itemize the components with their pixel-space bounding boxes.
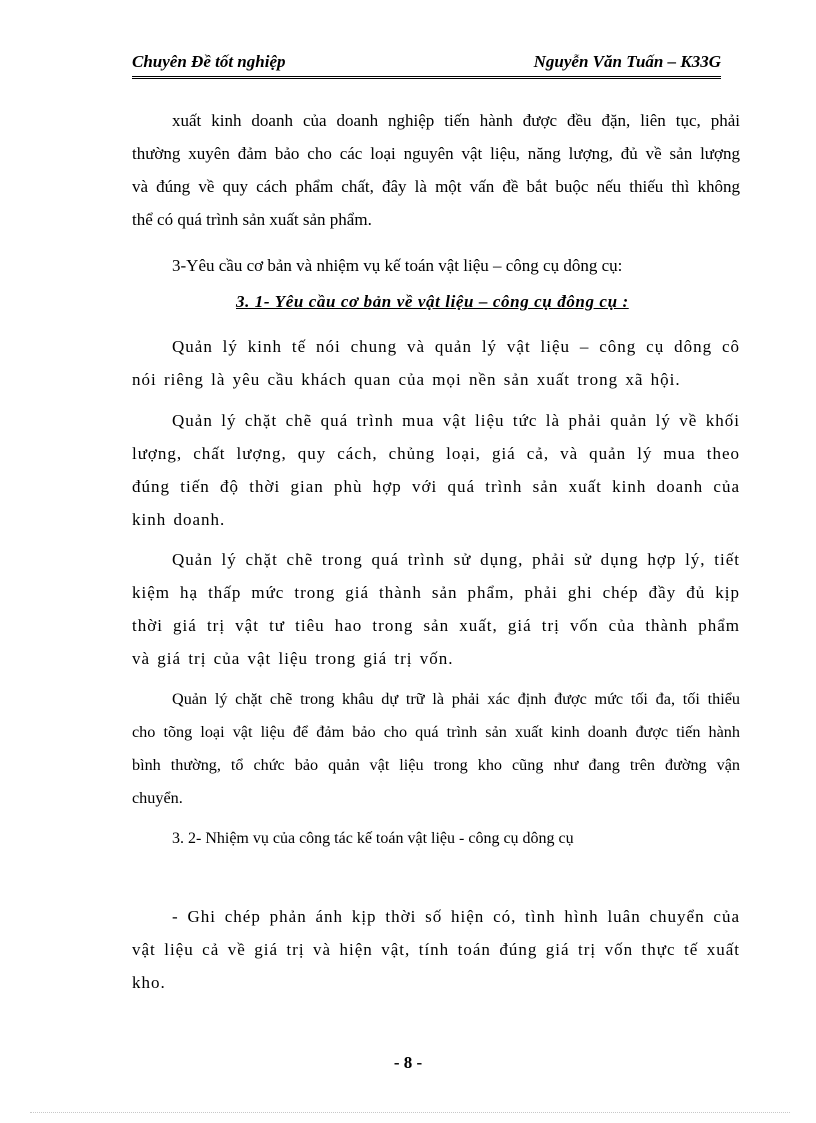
paragraph-4-line-4: chuyển.: [132, 789, 183, 807]
paragraph-4-line-2: cho tõng loại vật liệu để đảm bảo cho quá trình sản xuất kinh doanh được tiến hành: [132, 723, 740, 741]
paragraph-3-line-4: và giá trị của vật liệu trong giá trị vốn.: [132, 649, 454, 668]
intro-line-3: và đúng về quy cách phẩm chất, đây là một vấn đề bắt buộc nếu thiếu thì không: [132, 177, 740, 196]
header-title: Chuyên Đề tốt nghiệp: [132, 52, 286, 71]
paragraph-5-line-3: kho.: [132, 973, 166, 992]
paragraph-5: [132, 900, 740, 999]
subsection-heading-3-2: 3. 2- Nhiệm vụ của công tác kế toán vật liệu - công cụ dông cụ: [172, 830, 574, 847]
paragraph-2-line-2: lượng, chất lượng, quy cách, chủng loại, giá cả, và quản lý mua theo: [132, 444, 740, 463]
intro-line-4: thể có quá trình sản xuất sản phẩm.: [132, 210, 372, 229]
paragraph-5-line-1: - Ghi chép phản ánh kịp thời số hiện có, tình hình luân chuyển của: [172, 907, 740, 926]
section-heading: 3-Yêu cầu cơ bản và nhiệm vụ kế toán vật liệu – công cụ dông cụ:: [172, 256, 623, 275]
paragraph-2-line-3: đúng tiến độ thời gian phù hợp với quá trình sản xuất kinh doanh của: [132, 477, 740, 496]
subsection-heading-3-1: 3. 1- Yêu cầu cơ bản về vật liệu – công cụ đông cụ :: [236, 292, 629, 311]
paragraph-3-line-2: kiệm hạ thấp mức trong giá thành sản phẩm, phải ghi chép đầy đủ kịp: [132, 583, 740, 602]
intro-paragraph: [132, 104, 740, 236]
paragraph-1-line-1: Quản lý kinh tế nói chung và quản lý vật liệu – công cụ dông cô: [172, 337, 740, 356]
paragraph-2-line-1: Quản lý chặt chẽ quá trình mua vật liệu tức là phải quản lý về khối: [172, 411, 740, 430]
paragraph-3: [132, 543, 740, 675]
paragraph-1: [132, 330, 740, 396]
page-bottom-divider: [30, 1112, 790, 1113]
paragraph-4-line-1: Quản lý chặt chẽ trong khâu dự trữ là phải xác định được mức tối đa, tối thiểu: [172, 690, 740, 708]
page-header: [132, 52, 721, 79]
paragraph-2-line-4: kinh doanh.: [132, 510, 226, 529]
intro-line-2: thường xuyên đảm bảo cho các loại nguyên vật liệu, năng lượng, đủ về sản lượng: [132, 144, 740, 163]
paragraph-4-line-3: bình thường, tổ chức bảo quản vật liệu trong kho cũng như đang trên đường vận: [132, 756, 740, 774]
paragraph-1-line-2: nói riêng là yêu cầu khách quan của mọi nền sản xuất trong xã hội.: [132, 370, 681, 389]
page-number: - 8 -: [393, 1053, 423, 1072]
paragraph-3-line-3: thời giá trị vật tư tiêu hao trong sản xuất, giá trị vốn của thành phẩm: [132, 616, 740, 635]
intro-line-1: xuất kinh doanh của doanh nghiệp tiến hành được đều đặn, liên tục, phải: [172, 111, 740, 130]
paragraph-5-line-2: vật liệu cả về giá trị và hiện vật, tính toán đúng giá trị vốn thực tế xuất: [132, 940, 740, 959]
paragraph-2: [132, 404, 740, 536]
header-author: Nguyễn Văn Tuấn – K33G: [533, 52, 721, 71]
paragraph-3-line-1: Quản lý chặt chẽ trong quá trình sử dụng, phải sử dụng hợp lý, tiết: [172, 550, 740, 569]
paragraph-4: [132, 683, 740, 815]
